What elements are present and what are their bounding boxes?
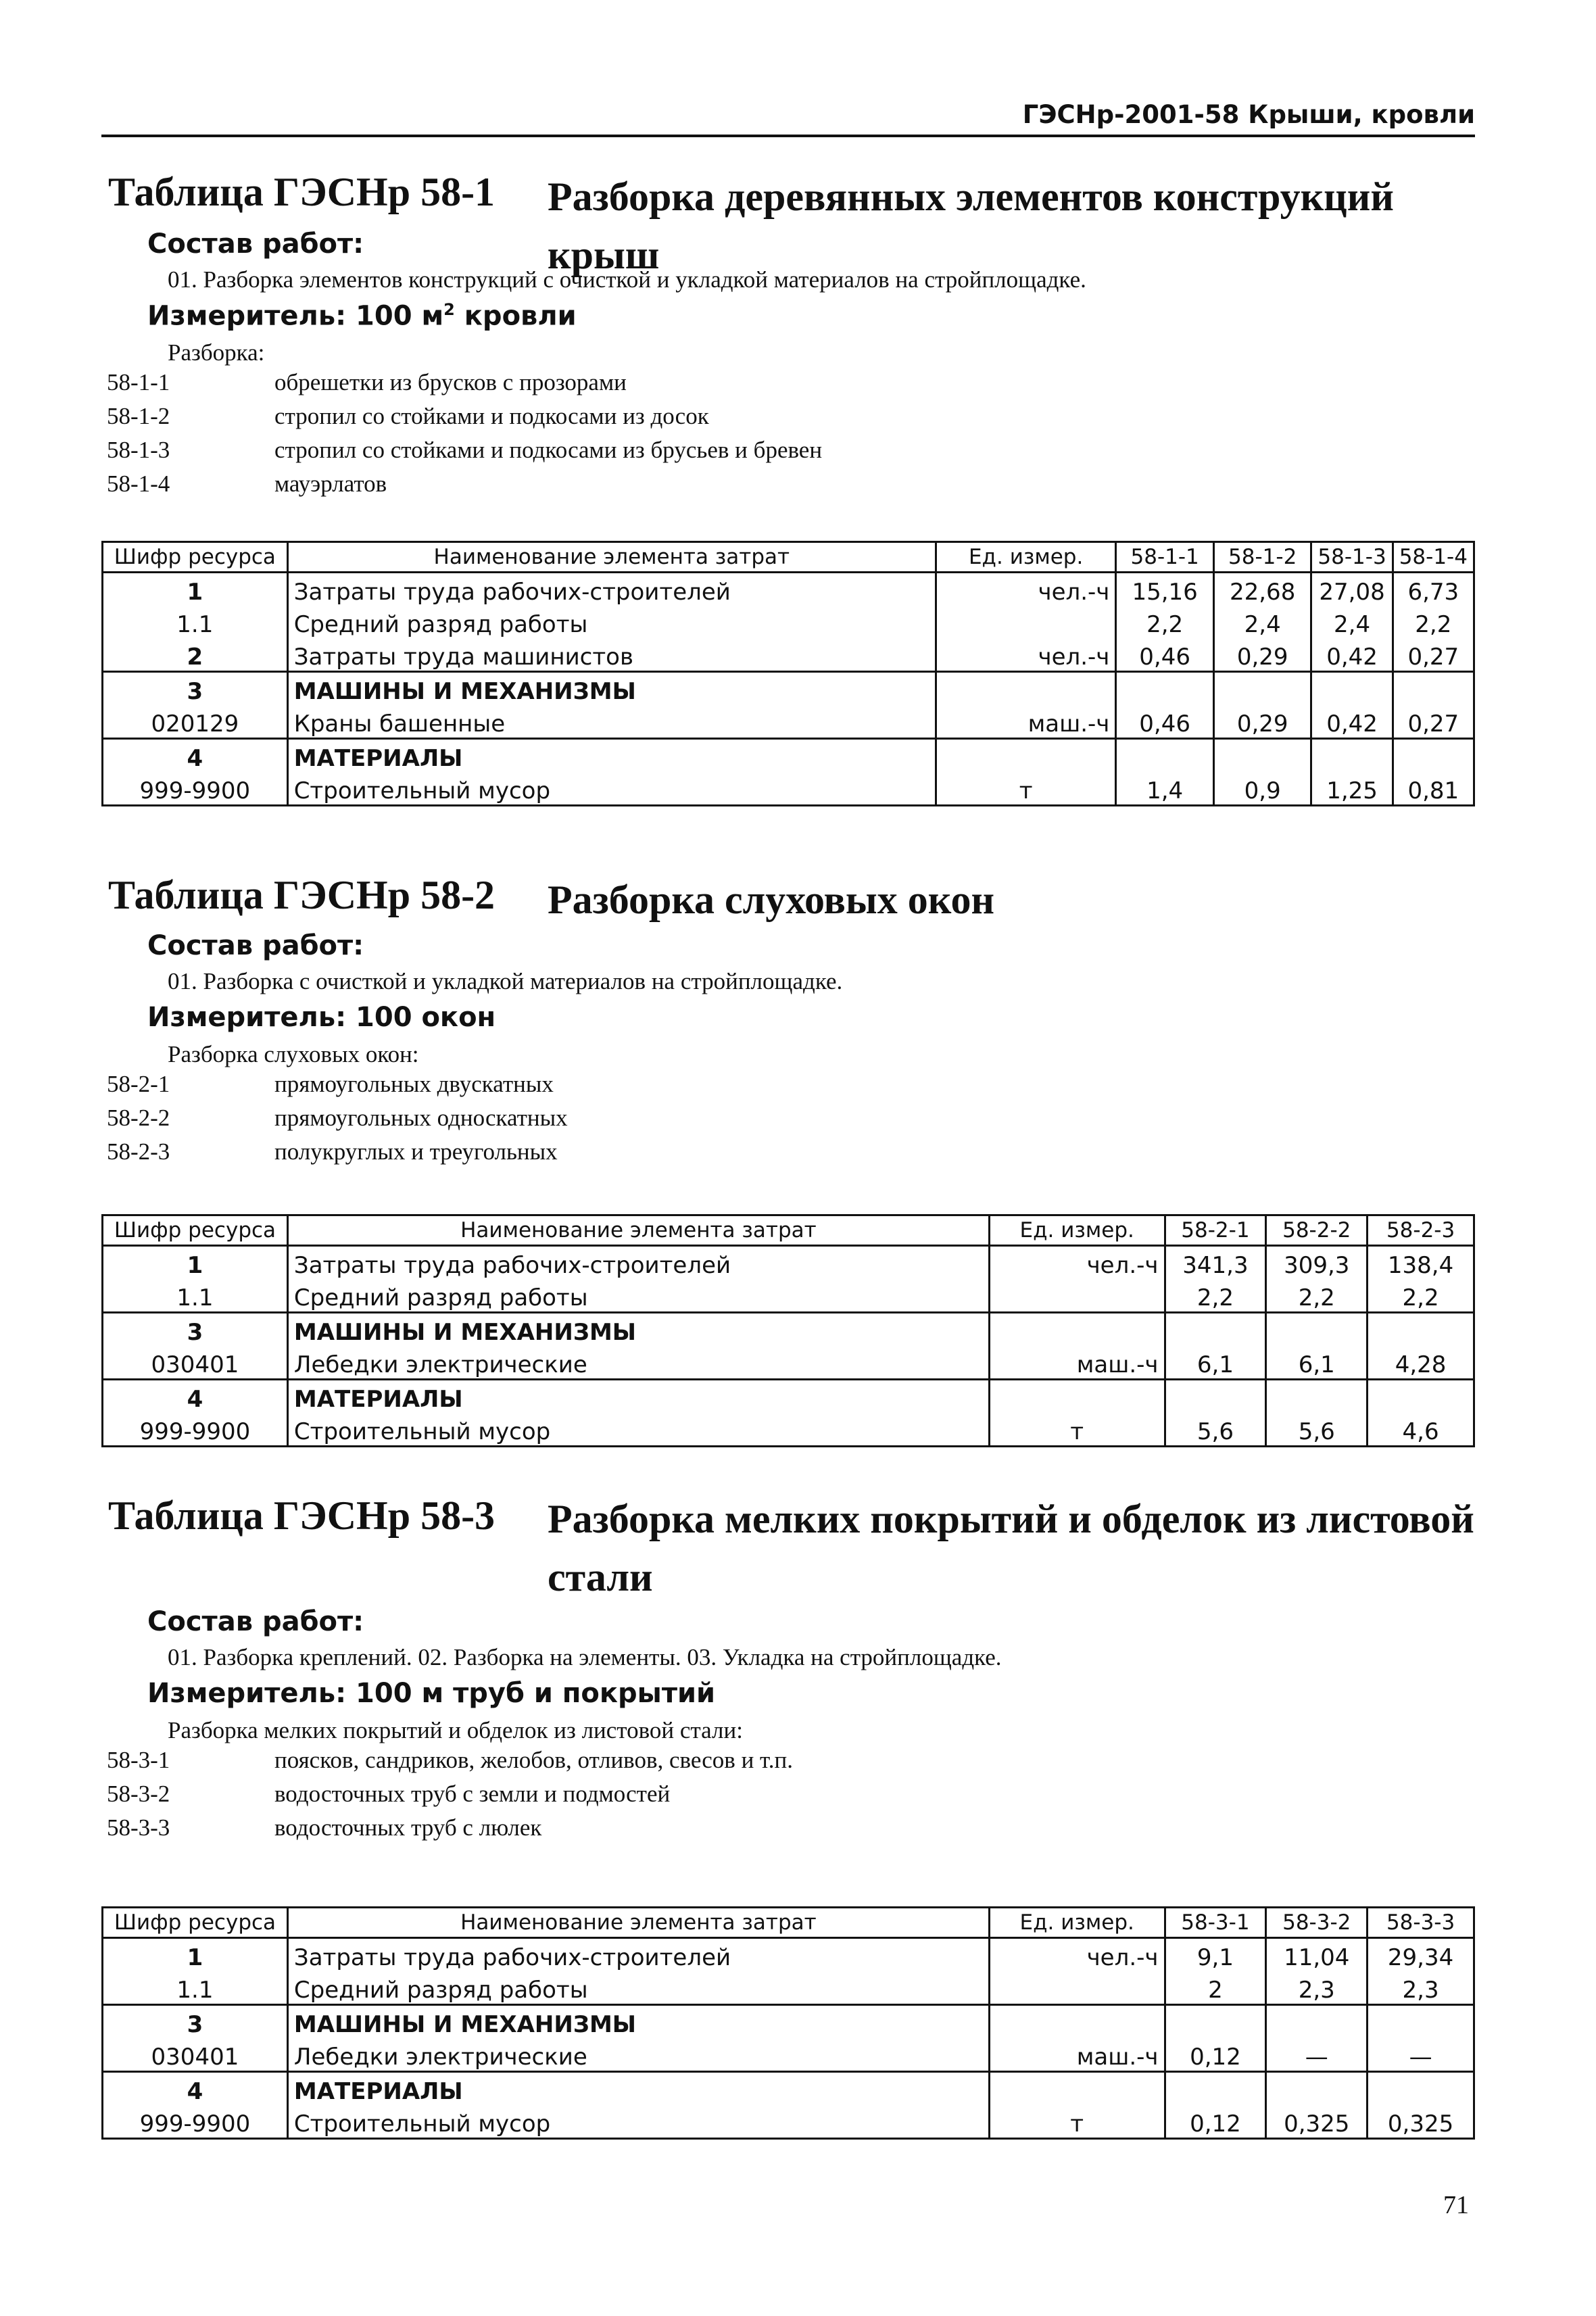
- column-header: 58-1-4: [1393, 542, 1474, 573]
- table-row: 020129 Краны башенные маш.-ч 0,46 0,29 0,42 0,27: [103, 705, 1474, 739]
- column-header: 58-1-3: [1311, 542, 1393, 573]
- table-row: 1 Затраты труда рабочих-строителей чел.-ч 9,1 11,04 29,34: [103, 1938, 1474, 1972]
- table-label: Таблица ГЭСНр 58-1: [108, 170, 495, 214]
- column-header: Ед. измер.: [989, 1908, 1165, 1938]
- table-title: Разборка мелких покрытий и обделок из листовой стали: [548, 1497, 1474, 1599]
- norms-table-58-2: [101, 1214, 1475, 1447]
- column-header: Шифр ресурса: [103, 1215, 288, 1246]
- column-header: Наименование элемента затрат: [287, 1908, 989, 1938]
- items-intro: Разборка мелких покрытий и обделок из листовой стали:: [168, 1717, 743, 1743]
- norms-table-58-1: [101, 541, 1475, 806]
- composition-heading: Состав работ:: [147, 228, 364, 260]
- table-row: 3 МАШИНЫ И МЕХАНИЗМЫ: [103, 672, 1474, 706]
- table-row: 999-9900 Строительный мусор т 5,6 5,6 4,6: [103, 1413, 1474, 1447]
- table-header-row: [103, 1215, 1474, 1246]
- column-header: Наименование элемента затрат: [287, 542, 936, 573]
- column-header: 58-3-3: [1368, 1908, 1474, 1938]
- list-item: 58-1-2 стропил со стойками и подкосами из досок: [107, 403, 709, 430]
- meter-heading: Измеритель: 100 $м^2$ кровли: [147, 300, 577, 332]
- table-row: 030401 Лебедки электрические маш.-ч 0,12 — —: [103, 2038, 1474, 2072]
- column-header: 58-1-2: [1213, 542, 1311, 573]
- list-item: 58-3-2 водосточных труб с земли и подмостей: [107, 1781, 671, 1807]
- column-header: Ед. измер.: [936, 542, 1115, 573]
- column-header: 58-2-2: [1266, 1215, 1368, 1246]
- list-item: 58-1-1 обрешетки из брусков с прозорами: [107, 369, 627, 396]
- list-item: 58-3-3 водосточных труб с люлек: [107, 1814, 542, 1841]
- composition-heading: Состав работ:: [147, 930, 364, 961]
- items-intro: Разборка:: [168, 339, 265, 366]
- table-row: 030401 Лебедки электрические маш.-ч 6,1 6,1 4,28: [103, 1346, 1474, 1380]
- list-item: 58-2-3 полукруглых и треугольных: [107, 1138, 558, 1165]
- work-description: 01. Разборка с очисткой и укладкой материалов на стройплощадке.: [168, 968, 843, 994]
- composition-heading: Состав работ:: [147, 1606, 364, 1637]
- table-row: 999-9900 Строительный мусор т 1,4 0,9 1,25 0,81: [103, 772, 1474, 806]
- list-item: 58-1-3 стропил со стойками и подкосами из брусьев и бревен: [107, 437, 823, 464]
- list-item: 58-1-4 мауэрлатов: [107, 471, 387, 498]
- table-title: Разборка деревянных элементов конструкций крыш: [548, 174, 1394, 277]
- column-header: Наименование элемента затрат: [287, 1215, 989, 1246]
- meter-heading: Измеритель: 100 м труб и покрытий: [147, 1678, 716, 1709]
- column-header: Шифр ресурса: [103, 542, 288, 573]
- table-title: Разборка слуховых окон: [548, 877, 995, 922]
- column-header: Ед. измер.: [989, 1215, 1165, 1246]
- table-row: 3 МАШИНЫ И МЕХАНИЗМЫ: [103, 1313, 1474, 1347]
- section-58-3: [101, 1493, 1480, 1845]
- table-label: Таблица ГЭСНр 58-2: [108, 873, 495, 917]
- column-header: 58-3-1: [1165, 1908, 1266, 1938]
- table-row: 1.1 Средний разряд работы 2 2,3 2,3: [103, 1971, 1474, 2005]
- column-header: Шифр ресурса: [103, 1908, 288, 1938]
- table-row: 1 Затраты труда рабочих-строителей чел.-ч 341,3 309,3 138,4: [103, 1246, 1474, 1280]
- items-intro: Разборка слуховых окон:: [168, 1041, 419, 1067]
- column-header: 58-2-1: [1165, 1215, 1266, 1246]
- table-row: 4 МАТЕРИАЛЫ: [103, 2072, 1474, 2106]
- table-row: 999-9900 Строительный мусор т 0,12 0,325 0,325: [103, 2105, 1474, 2139]
- section-58-1: [101, 169, 1480, 502]
- table-header-row: [103, 1908, 1474, 1938]
- column-header: 58-1-1: [1116, 542, 1214, 573]
- norms-table-58-3: [101, 1906, 1475, 2140]
- table-row: 1.1 Средний разряд работы 2,2 2,4 2,4 2,2: [103, 606, 1474, 638]
- work-description: 01. Разборка креплений. 02. Разборка на элементы. 03. Укладка на стройплощадке.: [168, 1644, 1002, 1670]
- section-58-2: [101, 872, 1480, 1169]
- meter-heading: Измеритель: 100 окон: [147, 1002, 496, 1033]
- table-row: 1.1 Средний разряд работы 2,2 2,2 2,2: [103, 1279, 1474, 1313]
- table-row: 4 МАТЕРИАЛЫ: [103, 1380, 1474, 1414]
- running-header: ГЭСНр-2001-58 Крыши, кровли: [101, 100, 1475, 137]
- table-row: 2 Затраты труда машинистов чел.-ч 0,46 0,29 0,42 0,27: [103, 638, 1474, 672]
- table-header-row: [103, 542, 1474, 573]
- page-number: 71: [1443, 2191, 1469, 2219]
- column-header: 58-2-3: [1368, 1215, 1474, 1246]
- list-item: 58-3-1 поясков, сандриков, желобов, отливов, свесов и т.п.: [107, 1747, 793, 1773]
- table-row: 3 МАШИНЫ И МЕХАНИЗМЫ: [103, 2005, 1474, 2039]
- work-description: 01. Разборка элементов конструкций с очисткой и укладкой материалов на стройплощадке.: [168, 266, 1086, 293]
- table-label: Таблица ГЭСНр 58-3: [108, 1493, 495, 1538]
- list-item: 58-2-2 прямоугольных односкатных: [107, 1105, 568, 1131]
- column-header: 58-3-2: [1266, 1908, 1368, 1938]
- table-row: 1 Затраты труда рабочих-строителей чел.-ч 15,16 22,68 27,08 6,73: [103, 573, 1474, 606]
- table-row: 4 МАТЕРИАЛЫ: [103, 739, 1474, 773]
- list-item: 58-2-1 прямоугольных двускатных: [107, 1071, 554, 1097]
